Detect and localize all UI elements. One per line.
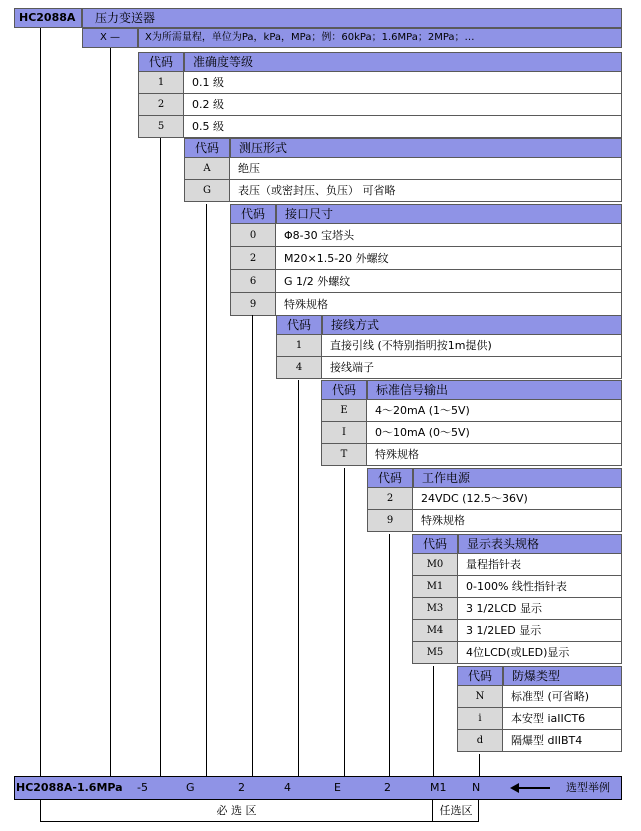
section-title: 防爆类型 [503,666,622,686]
option-description: 0.5 级 [184,116,622,138]
model-header: HC2088A [14,8,82,28]
section-code-header: 代码 [138,52,184,72]
option-code: 1 [276,335,322,357]
example-part: -5 [137,781,148,794]
connector-line [206,204,207,776]
option-description: 绝压 [230,158,622,180]
option-code: M1 [412,576,458,598]
range-code: X [99,32,107,43]
example-part: N [472,781,481,794]
option-code: 2 [138,94,184,116]
option-code: I [321,422,367,444]
connector-line [389,534,390,776]
option-code: G [184,180,230,202]
section-code-header: 代码 [367,468,413,488]
option-code: 9 [230,293,276,316]
connector-line [479,754,480,776]
option-description: 3 1/2LCD 显示 [458,598,622,620]
section-title: 接线方式 [322,315,622,335]
option-code: 4 [276,357,322,379]
connector-line [40,28,41,776]
range-description: X为所需量程，单位为Pa，kPa，MPa；例：60kPa；1.6MPa；2MPa；… [138,28,622,48]
option-description: 标准型 (可省略) [503,686,622,708]
connector-line [298,380,299,776]
option-code: 2 [367,488,413,510]
section-code-header: 代码 [184,138,230,158]
connector-line [433,666,434,776]
connector-line [344,468,345,776]
example-part: G [186,781,195,794]
option-code: N [457,686,503,708]
option-code: 5 [138,116,184,138]
option-description: 特殊规格 [276,293,622,316]
option-description: 直接引线 (不特别指明按1m提供) [322,335,622,357]
section-title: 工作电源 [413,468,622,488]
option-code: i [457,708,503,730]
option-description: 接线端子 [322,357,622,379]
option-code: 9 [367,510,413,532]
range-code-cell [82,28,138,48]
section-title: 标准信号输出 [367,380,622,400]
option-description: Φ8-30 宝塔头 [276,224,622,247]
section-code-header: 代码 [276,315,322,335]
example-part: 2 [238,781,245,794]
option-code: M0 [412,554,458,576]
section-title: 显示表头规格 [458,534,622,554]
example-part: E [334,781,341,794]
connector-line [252,315,253,776]
option-code: A [184,158,230,180]
range-dash: — [110,32,121,43]
option-code: M3 [412,598,458,620]
option-code: 1 [138,72,184,94]
example-part: HC2088A-1.6MPa [16,781,123,794]
example-part: 4 [284,781,291,794]
option-description: 量程指针表 [458,554,622,576]
option-description: 3 1/2LED 显示 [458,620,622,642]
option-code: M4 [412,620,458,642]
option-code: M5 [412,642,458,664]
option-description: 24VDC (12.5～36V) [413,488,622,510]
section-code-header: 代码 [457,666,503,686]
product-name-header: 压力变送器 [82,8,622,28]
option-description: 0-100% 线性指针表 [458,576,622,598]
option-description: 0～10mA (0～5V) [367,422,622,444]
option-description: 表压（或密封压、负压） 可省略 [230,180,622,202]
section-code-header: 代码 [412,534,458,554]
option-description: 0.1 级 [184,72,622,94]
option-code: d [457,730,503,752]
arrow-left-icon [510,783,519,793]
option-description: 隔爆型 dIIBT4 [503,730,622,752]
example-part: M1 [430,781,447,794]
option-description: 4位LCD(或LED)显示 [458,642,622,664]
option-description: 特殊规格 [413,510,622,532]
connector-line [110,48,111,776]
example-part: 2 [384,781,391,794]
required-zone-label: 必 选 区 [216,804,257,817]
section-title: 准确度等级 [184,52,622,72]
option-description: 本安型 iaIICT6 [503,708,622,730]
section-title: 测压形式 [230,138,622,158]
option-description: 特殊规格 [367,444,622,466]
option-description: G 1/2 外螺纹 [276,270,622,293]
option-code: 6 [230,270,276,293]
section-title: 接口尺寸 [276,204,622,224]
section-code-header: 代码 [321,380,367,400]
option-description: 4～20mA (1～5V) [367,400,622,422]
option-code: 0 [230,224,276,247]
section-code-header: 代码 [230,204,276,224]
option-description: M20×1.5-20 外螺纹 [276,247,622,270]
option-code: E [321,400,367,422]
example-arrow-label: 选型举例 [566,781,610,794]
option-code: T [321,444,367,466]
option-description: 0.2 级 [184,94,622,116]
connector-line [160,138,161,776]
option-code: 2 [230,247,276,270]
optional-zone-label: 任选区 [439,804,473,817]
